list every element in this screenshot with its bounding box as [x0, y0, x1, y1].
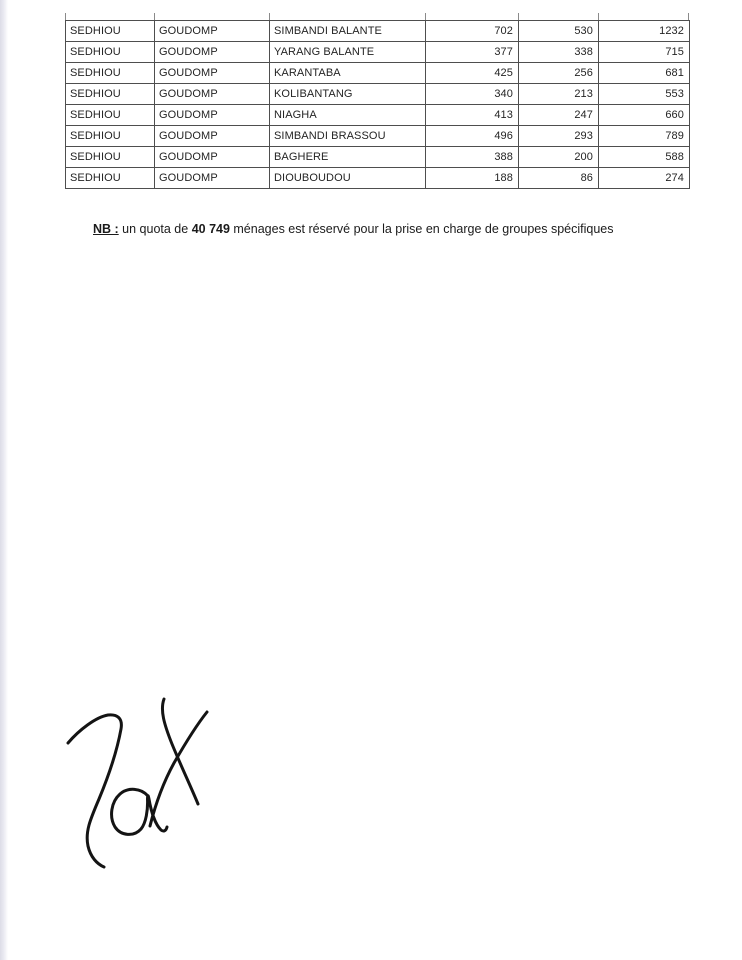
quota-table: [65, 20, 690, 189]
cell-commune: KOLIBANTANG: [270, 84, 426, 105]
cell-commune: NIAGHA: [270, 105, 426, 126]
cell-value-1: 425: [426, 63, 519, 84]
cell-value-2: 338: [519, 42, 599, 63]
cell-value-1: 377: [426, 42, 519, 63]
cell-value-2: 200: [519, 147, 599, 168]
table-row: [66, 147, 690, 168]
nb-text-after: ménages est réservé pour la prise en charge de groupes spécifiques: [229, 221, 614, 236]
cell-department: GOUDOMP: [155, 105, 270, 126]
cell-value-1: 388: [426, 147, 519, 168]
cell-value-3: 660: [599, 105, 690, 126]
nb-quota-value: 40 749: [191, 221, 230, 236]
cell-commune: SIMBANDI BALANTE: [270, 21, 426, 42]
table-row: [66, 21, 690, 42]
cell-value-1: 188: [426, 168, 519, 189]
cell-department: GOUDOMP: [155, 147, 270, 168]
cell-value-2: 530: [519, 21, 599, 42]
cell-department: GOUDOMP: [155, 126, 270, 147]
cell-value-3: 789: [599, 126, 690, 147]
cell-department: GOUDOMP: [155, 168, 270, 189]
cell-region: SEDHIOU: [66, 21, 155, 42]
cell-value-2: 86: [519, 168, 599, 189]
cell-value-3: 274: [599, 168, 690, 189]
signature-stroke-p: [68, 715, 121, 867]
cell-department: GOUDOMP: [155, 63, 270, 84]
table-row: [66, 126, 690, 147]
cell-value-3: 715: [599, 42, 690, 63]
cell-region: SEDHIOU: [66, 126, 155, 147]
cell-value-2: 293: [519, 126, 599, 147]
cell-commune: KARANTABA: [270, 63, 426, 84]
cell-value-1: 340: [426, 84, 519, 105]
nb-text-before: un quota de: [118, 221, 192, 236]
signature-stroke-t-cross: [150, 712, 207, 826]
cell-commune: DIOUBOUDOU: [270, 168, 426, 189]
cell-value-1: 496: [426, 126, 519, 147]
cell-department: GOUDOMP: [155, 21, 270, 42]
cell-commune: BAGHERE: [270, 147, 426, 168]
table-row: [66, 168, 690, 189]
cell-region: SEDHIOU: [66, 147, 155, 168]
cell-department: GOUDOMP: [155, 84, 270, 105]
cell-commune: SIMBANDI BRASSOU: [270, 126, 426, 147]
table-row: [66, 63, 690, 84]
cell-region: SEDHIOU: [66, 63, 155, 84]
nb-note: [93, 222, 613, 236]
cell-value-2: 256: [519, 63, 599, 84]
cell-region: SEDHIOU: [66, 168, 155, 189]
cell-value-3: 553: [599, 84, 690, 105]
cell-value-1: 702: [426, 21, 519, 42]
cell-region: SEDHIOU: [66, 105, 155, 126]
table-row: [66, 42, 690, 63]
cell-value-2: 213: [519, 84, 599, 105]
table-row: [66, 84, 690, 105]
cell-department: GOUDOMP: [155, 42, 270, 63]
nb-label: NB :: [93, 221, 119, 236]
cell-value-3: 681: [599, 63, 690, 84]
cell-value-1: 413: [426, 105, 519, 126]
cell-value-2: 247: [519, 105, 599, 126]
table-row: [66, 105, 690, 126]
handwritten-signature: [45, 683, 225, 883]
cell-value-3: 588: [599, 147, 690, 168]
cell-commune: YARANG BALANTE: [270, 42, 426, 63]
cell-region: SEDHIOU: [66, 42, 155, 63]
cell-value-3: 1232: [599, 21, 690, 42]
table-top-cutoff-marks: [65, 13, 689, 20]
page-edge-shadow: [0, 0, 8, 960]
cell-region: SEDHIOU: [66, 84, 155, 105]
